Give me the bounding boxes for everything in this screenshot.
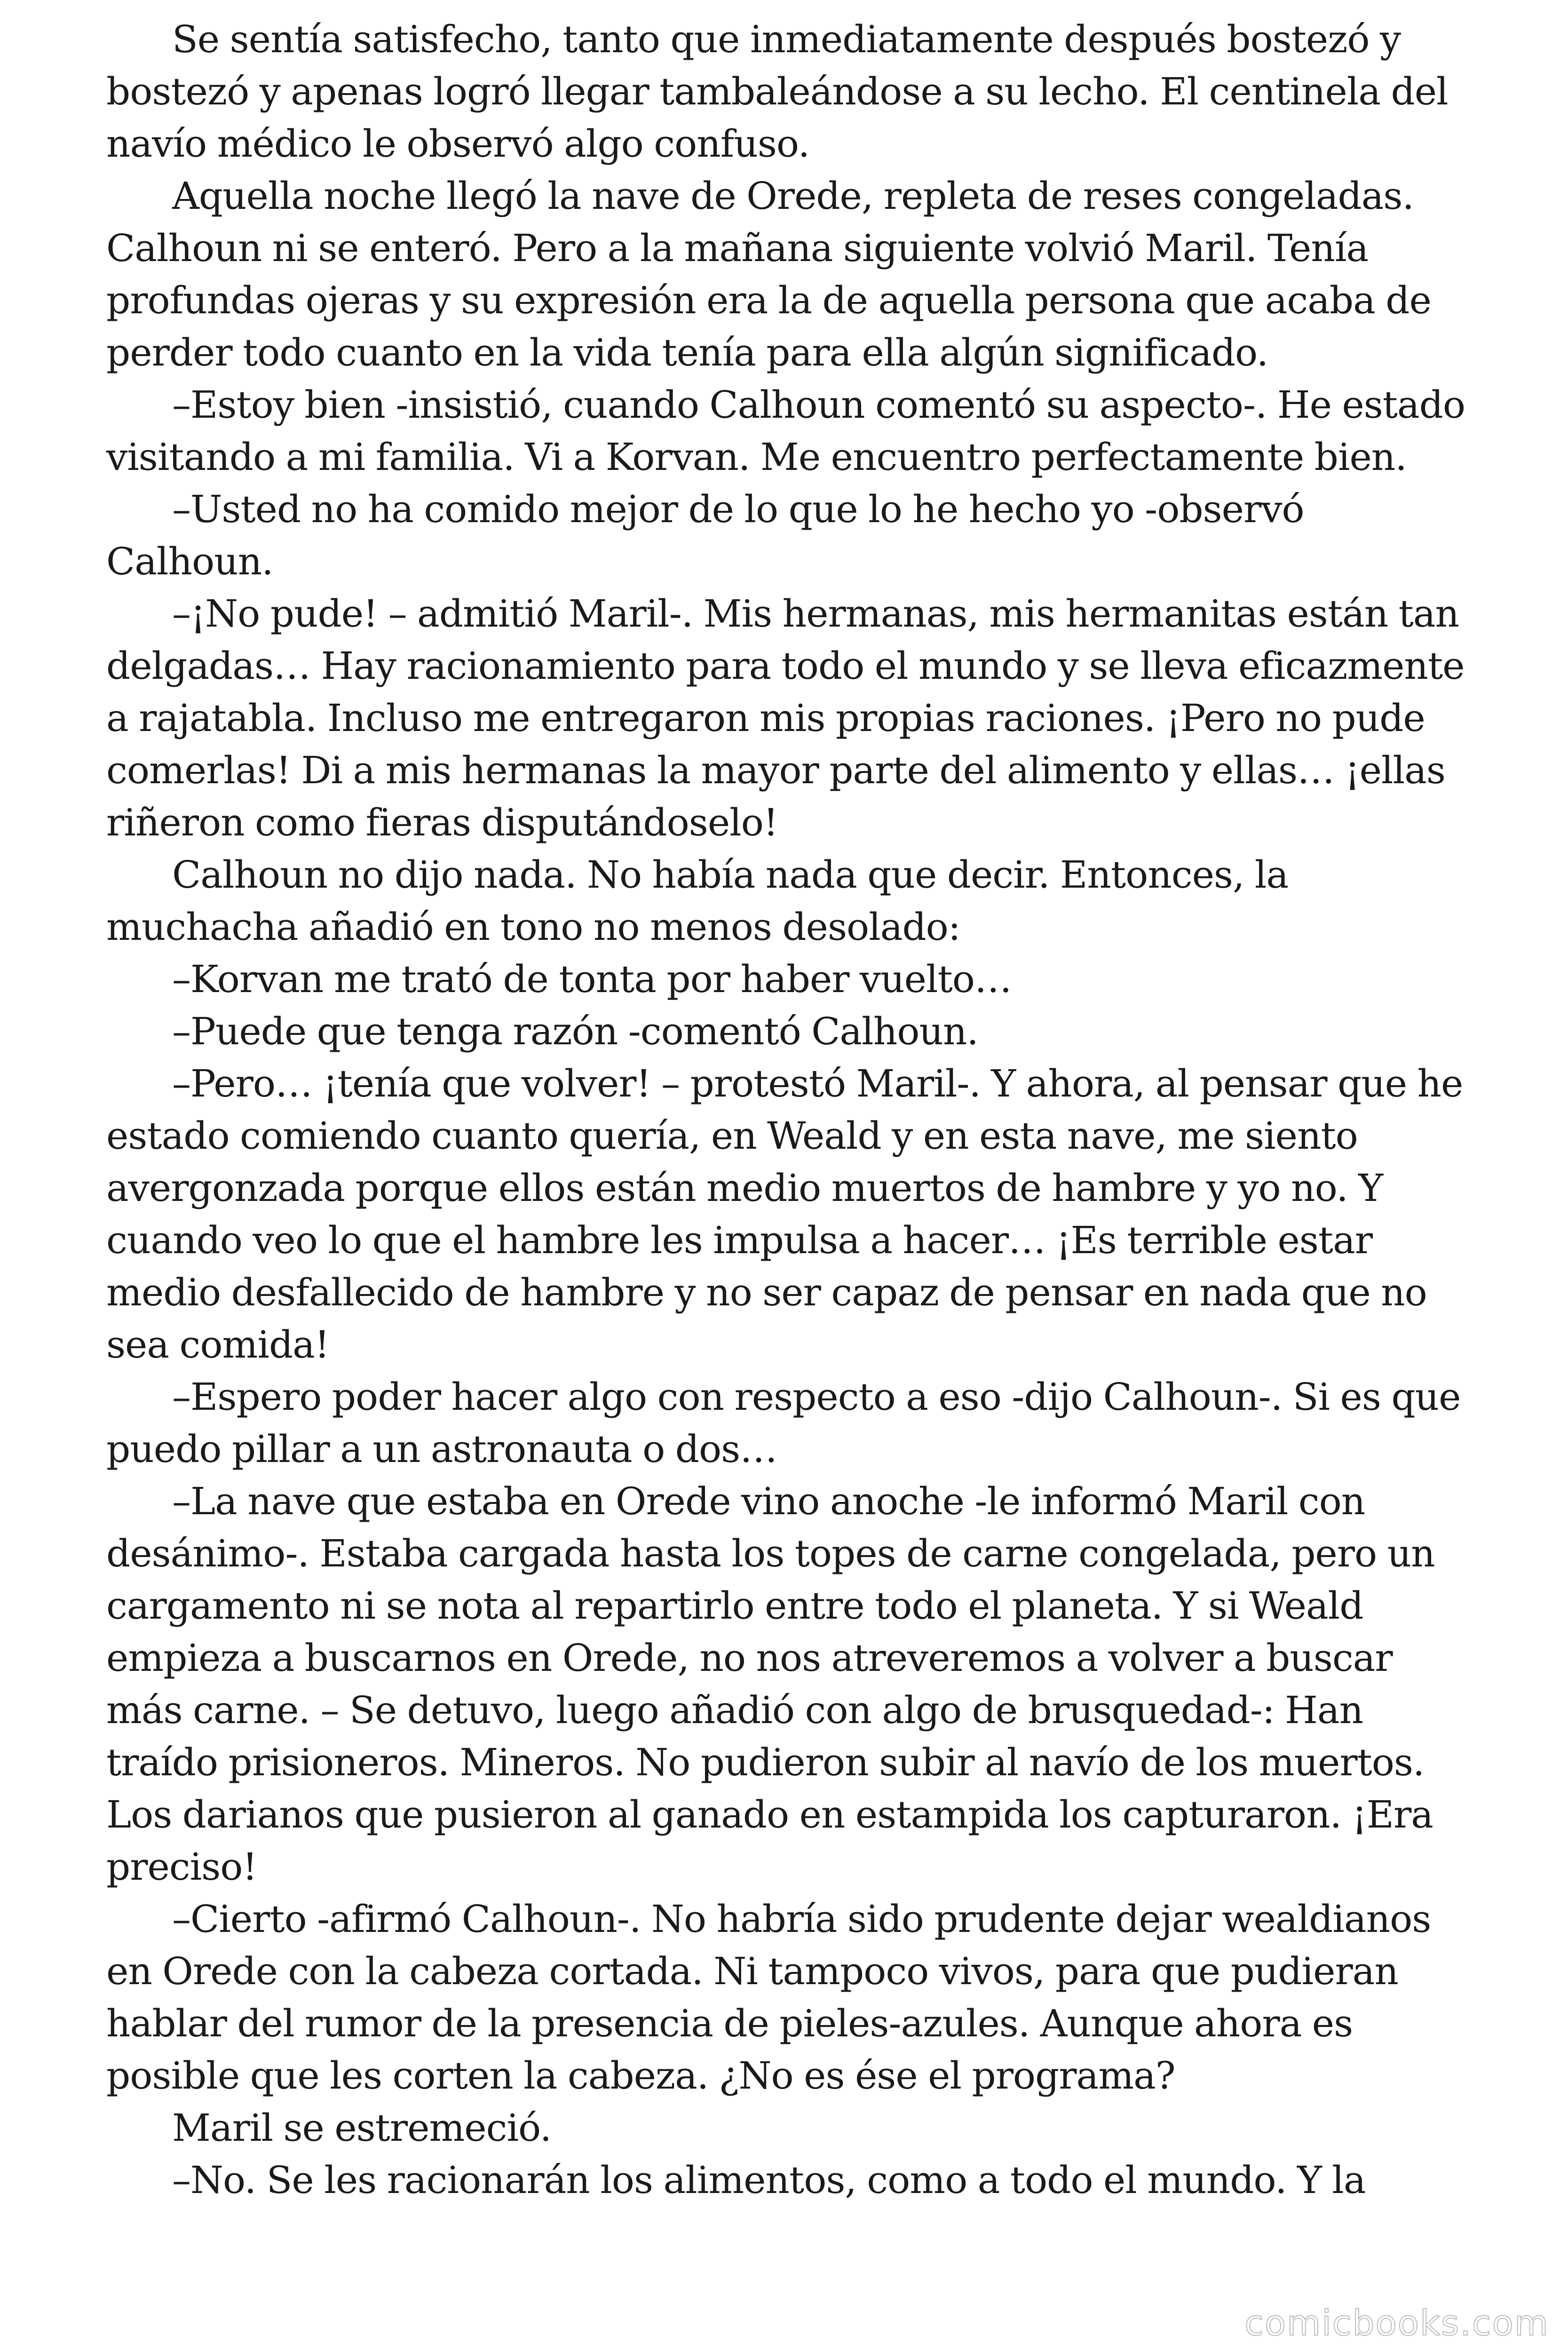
paragraph: –¡No pude! – admitió Maril-. Mis hermanas, mis hermanitas están tan delgadas… Hay racionamiento para todo el mundo y se lleva eficazmente a rajatabla. Incluso me entregaron mis propias raciones. ¡Pero no pude comerlas! Di a mis hermanas la mayor parte del alimento y ellas… ¡ellas riñeron como fieras disputándoselo!: [106, 592, 1465, 844]
paragraph: –Estoy bien -insistió, cuando Calhoun comentó su aspecto-. He estado visitando a mi familia. Vi a Korvan. Me encuentro perfectamente bien.: [106, 383, 1465, 479]
paragraph: Se sentía satisfecho, tanto que inmediatamente después bostezó y bostezó y apenas logró llegar tambaleándose a su lecho. El centinela del navío médico le observó algo confuso.: [106, 17, 1448, 166]
paragraph: Aquella noche llegó la nave de Orede, repleta de reses congeladas. Calhoun ni se enteró. Pero a la mañana siguiente volvió Maril. Tenía profundas ojeras y su expresión era la de aquella persona que acaba de perder todo cuanto en la vida tenía para ella algún significado.: [106, 174, 1431, 374]
paragraph: –Usted no ha comido mejor de lo que lo he hecho yo -observó Calhoun.: [106, 487, 1304, 583]
watermark: comicbooks.com: [1244, 2303, 1549, 2344]
body-text: [106, 13, 1470, 2206]
paragraph: –Puede que tenga razón -comentó Calhoun.: [172, 1009, 978, 1053]
paragraph: –Korvan me trató de tonta por haber vuelto…: [172, 957, 1012, 1001]
paragraph: –Espero poder hacer algo con respecto a eso -dijo Calhoun-. Si es que puedo pillar a un astronauta o dos…: [106, 1375, 1461, 1471]
paragraph: –Cierto -afirmó Calhoun-. No habría sido prudente dejar wealdianos en Orede con la cabeza cortada. Ni tampoco vivos, para que pudieran hablar del rumor de la presencia de pieles-azules. Aunque ahora es posible que les corten la cabeza. ¿No es ése el programa?: [106, 1897, 1431, 2098]
paragraph: Calhoun no dijo nada. No había nada que decir. Entonces, la muchacha añadió en tono no menos desolado:: [106, 853, 1289, 949]
paragraph: –No. Se les racionarán los alimentos, como a todo el mundo. Y la: [172, 2158, 1366, 2202]
paragraph: –Pero… ¡tenía que volver! – protestó Maril-. Y ahora, al pensar que he estado comiendo cuanto quería, en Weald y en esta nave, me siento avergonzada porque ellos están medio muertos de hambre y yo no. Y cuando veo lo que el hambre les impulsa a hacer… ¡Es terrible estar medio desfallecido de hambre y no ser capaz de pensar en nada que no sea comida!: [106, 1062, 1463, 1367]
paragraph: –La nave que estaba en Orede vino anoche -le informó Maril con desánimo-. Estaba cargada hasta los topes de carne congelada, pero un cargamento ni se nota al repartirlo entre todo el planeta. Y si Weald empieza a buscarnos en Orede, no nos atreveremos a volver a buscar más carne. – Se detuvo, luego añadió con algo de brusquedad-: Han traído prisioneros. Mineros. No pudieron subir al navío de los muertos. Los darianos que pusieron al ganado en estampida los capturaron. ¡Era preciso!: [106, 1479, 1435, 1889]
paragraph: Maril se estremeció.: [172, 2106, 552, 2150]
